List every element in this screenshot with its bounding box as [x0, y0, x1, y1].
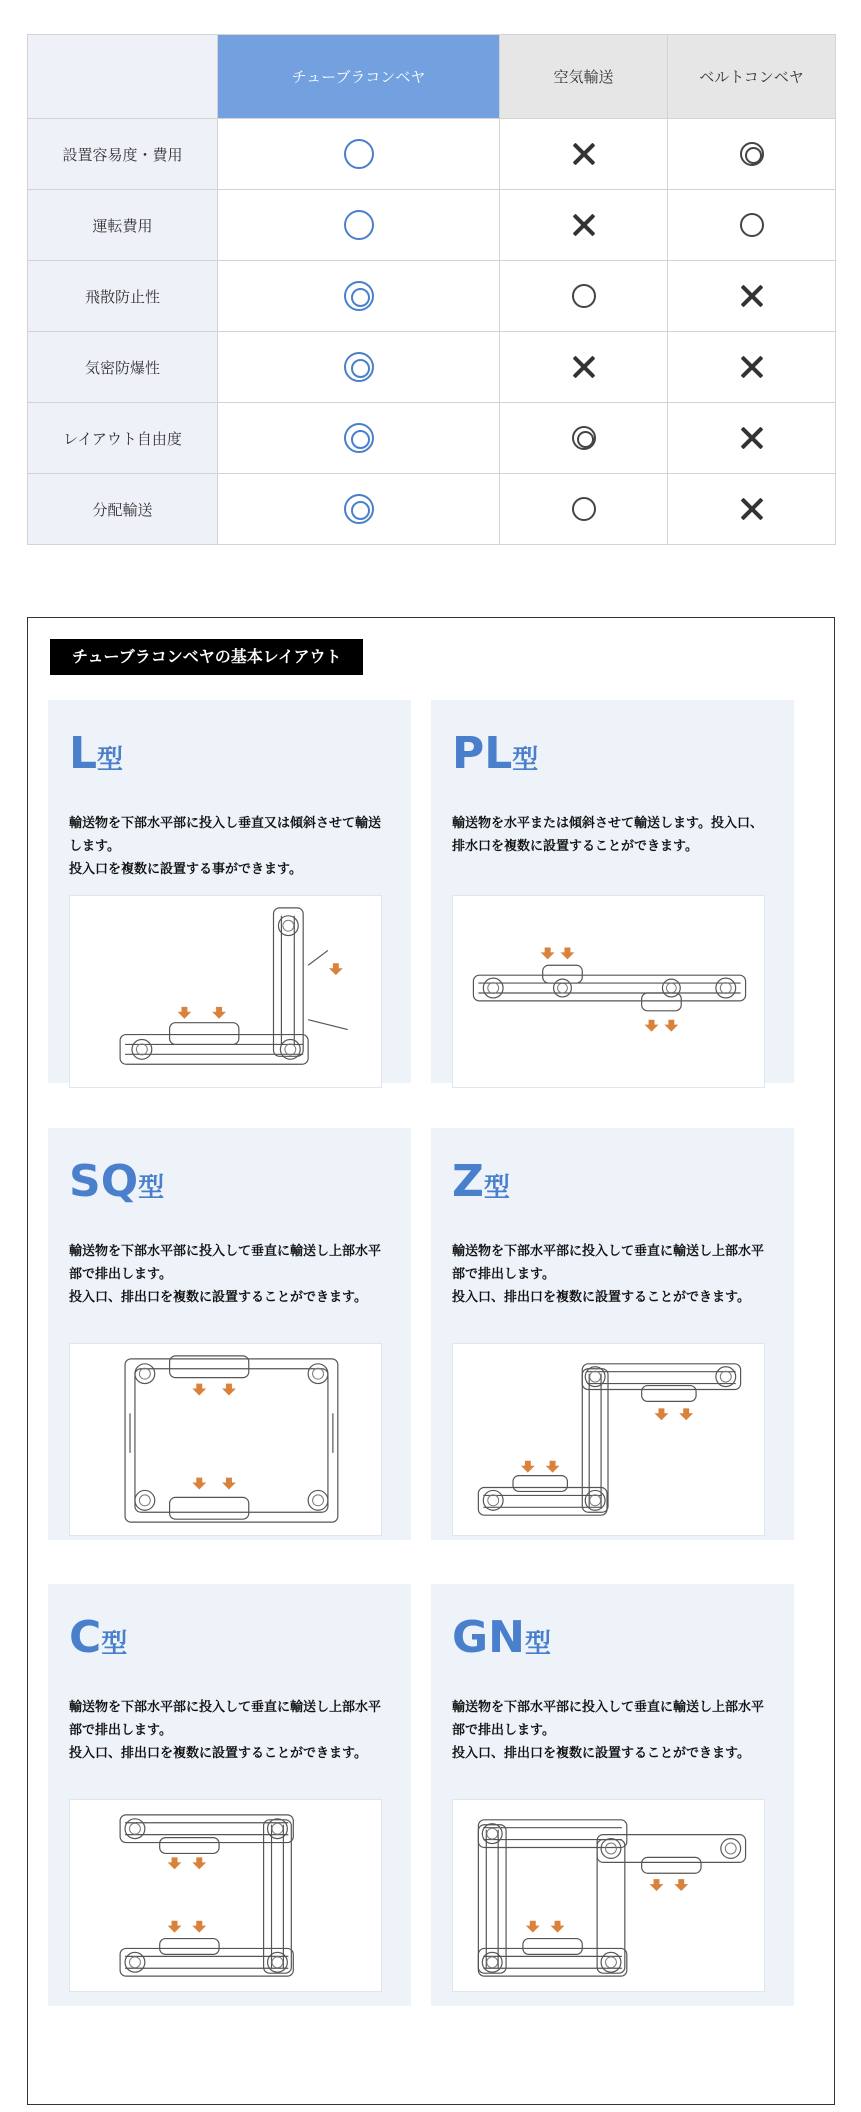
layout-type-suffix: 型 — [524, 1629, 551, 1659]
l-type-layout-drawing-icon — [69, 895, 382, 1088]
layout-type-title — [69, 1612, 127, 1663]
rating-cell — [500, 403, 668, 474]
cross-mark-icon — [740, 355, 764, 379]
rating-cell — [668, 261, 836, 332]
header-blank-cell — [28, 35, 218, 119]
rating-cell — [668, 119, 836, 190]
layout-type-suffix: 型 — [101, 1629, 128, 1659]
rating-cell — [500, 119, 668, 190]
cross-mark-icon — [740, 284, 764, 308]
layout-type-suffix: 型 — [483, 1173, 510, 1203]
layout-card — [48, 700, 411, 1083]
comparison-row — [28, 474, 836, 545]
double-circle-icon — [572, 426, 596, 450]
row-label: レイアウト自由度 — [28, 403, 218, 474]
layout-type-name: L — [69, 728, 98, 779]
circle-icon — [572, 497, 596, 521]
layout-card — [48, 1128, 411, 1540]
cross-mark-icon — [572, 355, 596, 379]
rating-cell — [218, 119, 500, 190]
comparison-header-row — [28, 35, 836, 119]
layout-type-suffix: 型 — [97, 745, 124, 775]
pl-type-layout-drawing-icon — [452, 895, 765, 1088]
double-circle-icon — [740, 142, 764, 166]
layout-type-name: Z — [452, 1156, 484, 1207]
layout-type-title — [69, 728, 123, 779]
cross-mark-icon — [572, 142, 596, 166]
layout-type-title — [452, 728, 538, 779]
layout-type-name: C — [69, 1612, 102, 1663]
layout-description: 輸送物を下部水平部に投入して垂直に輸送し上部水平部で排出します。 投入口、排出口を複数に設置することができます。 — [452, 1700, 765, 1761]
comparison-row — [28, 332, 836, 403]
double-circle-icon — [344, 423, 374, 453]
row-label: 飛散防止性 — [28, 261, 218, 332]
section-title: チューブラコンベヤの基本レイアウト — [50, 639, 363, 675]
rating-cell — [500, 474, 668, 545]
rating-cell — [668, 403, 836, 474]
layout-card — [48, 1584, 411, 2006]
rating-cell — [668, 332, 836, 403]
cross-mark-icon — [572, 213, 596, 237]
layout-description: 輸送物を水平または傾斜させて輸送します。投入口、排水口を複数に設置することができます。 — [452, 816, 763, 854]
rating-cell — [218, 332, 500, 403]
rating-cell — [500, 190, 668, 261]
rating-cell — [218, 190, 500, 261]
layout-description: 輸送物を下部水平部に投入して垂直に輸送し上部水平部で排出します。 投入口、排出口を複数に設置することができます。 — [69, 1244, 382, 1305]
layout-type-name: SQ — [69, 1156, 139, 1207]
sq-type-layout-drawing-icon — [69, 1343, 382, 1536]
header-tubular-conveyor: チューブラコンベヤ — [218, 35, 500, 119]
z-type-layout-drawing-icon — [452, 1343, 765, 1536]
double-circle-icon — [344, 494, 374, 524]
layout-type-suffix: 型 — [138, 1173, 165, 1203]
layout-description: 輸送物を下部水平部に投入して垂直に輸送し上部水平部で排出します。 投入口、排出口を複数に設置することができます。 — [69, 1700, 382, 1761]
cross-mark-icon — [740, 426, 764, 450]
layout-card — [431, 700, 794, 1083]
layout-type-title — [452, 1612, 551, 1663]
double-circle-icon — [344, 281, 374, 311]
circle-icon — [344, 210, 374, 240]
circle-icon — [740, 213, 764, 237]
layout-type-name: GN — [452, 1612, 525, 1663]
rating-cell — [218, 474, 500, 545]
row-label: 設置容易度・費用 — [28, 119, 218, 190]
rating-cell — [668, 190, 836, 261]
comparison-row — [28, 190, 836, 261]
header-belt-conveyor: ベルトコンベヤ — [668, 35, 836, 119]
comparison-table — [27, 34, 836, 545]
rating-cell — [668, 474, 836, 545]
double-circle-icon — [344, 352, 374, 382]
row-label: 分配輸送 — [28, 474, 218, 545]
layout-card — [431, 1584, 794, 2006]
rating-cell — [218, 261, 500, 332]
rating-cell — [500, 332, 668, 403]
gn-type-layout-drawing-icon — [452, 1799, 765, 1992]
layout-type-name: PL — [452, 728, 513, 779]
circle-icon — [572, 284, 596, 308]
layout-type-suffix: 型 — [512, 745, 539, 775]
layout-card — [431, 1128, 794, 1540]
header-pneumatic-conveying: 空気輸送 — [500, 35, 668, 119]
rating-cell — [218, 403, 500, 474]
layout-description: 輸送物を下部水平部に投入して垂直に輸送し上部水平部で排出します。 投入口、排出口を複数に設置することができます。 — [452, 1244, 765, 1305]
comparison-row — [28, 261, 836, 332]
row-label: 運転費用 — [28, 190, 218, 261]
comparison-row — [28, 403, 836, 474]
cross-mark-icon — [740, 497, 764, 521]
layout-type-title — [452, 1156, 510, 1207]
comparison-row — [28, 119, 836, 190]
layout-type-title — [69, 1156, 164, 1207]
basic-layout-section — [27, 617, 835, 2105]
circle-icon — [344, 139, 374, 169]
rating-cell — [500, 261, 668, 332]
c-type-layout-drawing-icon — [69, 1799, 382, 1992]
layout-description: 輸送物を下部水平部に投入し垂直又は傾斜させて輸送します。 投入口を複数に設置する事ができます。 — [69, 816, 382, 877]
row-label: 気密防爆性 — [28, 332, 218, 403]
